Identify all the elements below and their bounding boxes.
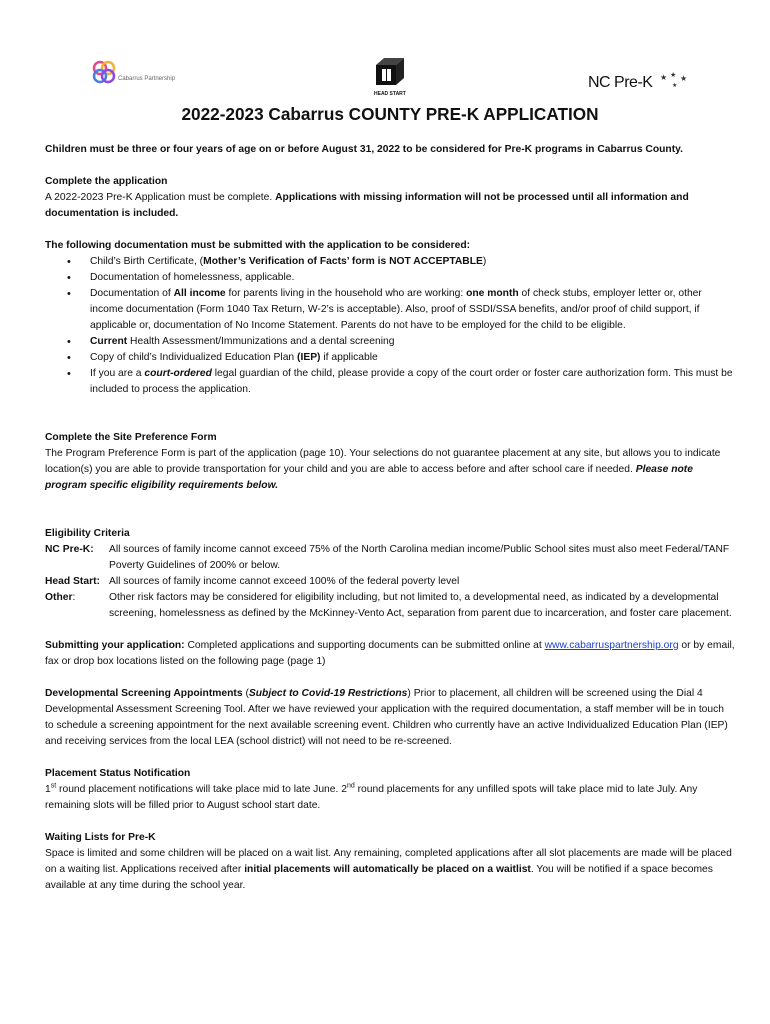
screening-paragraph: Developmental Screening Appointments (Subject to Covid-19 Restrictions) Prior to placement, all children will be screened using the Dial 4 Developmental Assessment Screening Tool. After we have reviewed your application with the required documentation, a staff member will be in touch to schedule a screening appointment for the next available screening event. Children who currently have an active Individualized Education Plan (IEP) and receiving services from the local LEA (school district) will not need to be re-screened.	[45, 688, 728, 747]
site-heading: Complete the Site Preference Form	[45, 432, 217, 443]
left-logo-text: Cabarrus Partnership	[118, 76, 176, 82]
cabarrus-partnership-logo	[90, 58, 200, 88]
stars-icon	[658, 70, 692, 90]
waiting-heading: Waiting Lists for Pre-K	[45, 832, 156, 843]
svg-text:★: ★	[670, 72, 677, 79]
eligibility-head-start: Head Start: All sources of family income cannot exceed 100% of the federal poverty level	[45, 576, 460, 587]
placement-heading: Placement Status Notification	[45, 768, 191, 779]
svg-text:★: ★	[672, 83, 678, 89]
application-document	[45, 100, 735, 894]
list-item: • Documentation of homelessness, applicable.	[45, 270, 735, 286]
placement-paragraph: 1st round placement notifications will take place mid to late June. 2nd round placements for any unfilled spots will take place mid to late July. Any remaining slots will be filled prior to August school start date.	[45, 782, 698, 811]
head-start-logo	[370, 55, 408, 97]
right-logo-text: NC Pre-K	[588, 74, 653, 91]
submitting-paragraph: Submitting your application: Completed applications and supporting documents can be submitted online at www.cabarruspartnership.org or by email, fax or drop box locations listed on the following page (page 1)	[45, 640, 735, 667]
svg-text:★: ★	[680, 74, 688, 83]
mid-logo-text: HEAD START	[374, 91, 406, 97]
eligibility-other: Other: Other risk factors may be considered for eligibility including, but not limited to, a developmental need, as indicated by a developmental screening, homelessness as defined by the McKinney-Vento Act, separation from parent due to incarceration, and foster care placement.	[45, 592, 732, 619]
intro-text: Children must be three or four years of age on or before August 31, 2022 to be considered for Pre-K programs in Cabarrus County.	[45, 144, 683, 155]
site-paragraph: The Program Preference Form is part of the application (page 10). Your selections do not guarantee placement at any site, but allows you to indicate location(s) you are able to provide transportation for your child and you are able to access before and after school care if needed. Please note program specific eligibility requirements below.	[45, 448, 721, 491]
documentation-list	[45, 254, 735, 398]
list-item: • Documentation of All income for parents living in the household who are working: one month of check stubs, employer letter or, other income documentation (Form 1040 Tax Return, W-2’s is acceptable). Also, proof of SSDI/SSA benefits, and/or proof of child support, if applicable or, documentation of No Income Statement. Parents do not have to be employed for the child to be eligible.	[45, 286, 735, 334]
list-item: • If you are a court-ordered legal guardian of the child, please provide a copy of the court order or foster care authorization form. This must be included to process the application.	[45, 366, 735, 398]
partnership-circles-icon	[90, 58, 120, 88]
docs-heading: The following documentation must be submitted with the application to be considered:	[45, 240, 471, 251]
list-item: • Copy of child’s Individualized Education Plan (IEP) if applicable	[45, 350, 735, 366]
eligibility-nc-prek: NC Pre-K: All sources of family income cannot exceed 75% of the North Carolina median income/Public School sites must also meet Federal/TANF Poverty Guidelines of 200% or below.	[45, 544, 730, 571]
nc-prek-logo	[588, 70, 692, 100]
complete-paragraph: A 2022-2023 Pre-K Application must be complete. Applications with missing information will not be processed until all information and documentation is included.	[45, 192, 689, 219]
head-start-blocks-icon	[370, 55, 408, 91]
cabarrus-partnership-link[interactable]: www.cabarruspartnership.org	[544, 640, 679, 651]
list-item: • Current Health Assessment/Immunizations and a dental screening	[45, 334, 735, 350]
list-item: • Child’s Birth Certificate, (Mother’s Verification of Facts’ form is NOT ACCEPTABLE)	[45, 254, 735, 270]
page-title: 2022-2023 Cabarrus COUNTY PRE-K APPLICATION	[181, 104, 599, 124]
waiting-paragraph: Space is limited and some children will be placed on a wait list. Any remaining, completed applications after all slot placements are made will be placed on a waiting list. Applications received after initial placements will automatically be placed on a waitlist. You will be notified if a space becomes available at any time during the school year.	[45, 848, 732, 891]
eligibility-heading: Eligibility Criteria	[45, 528, 130, 539]
svg-text:★: ★	[660, 73, 668, 82]
complete-heading: Complete the application	[45, 176, 168, 187]
